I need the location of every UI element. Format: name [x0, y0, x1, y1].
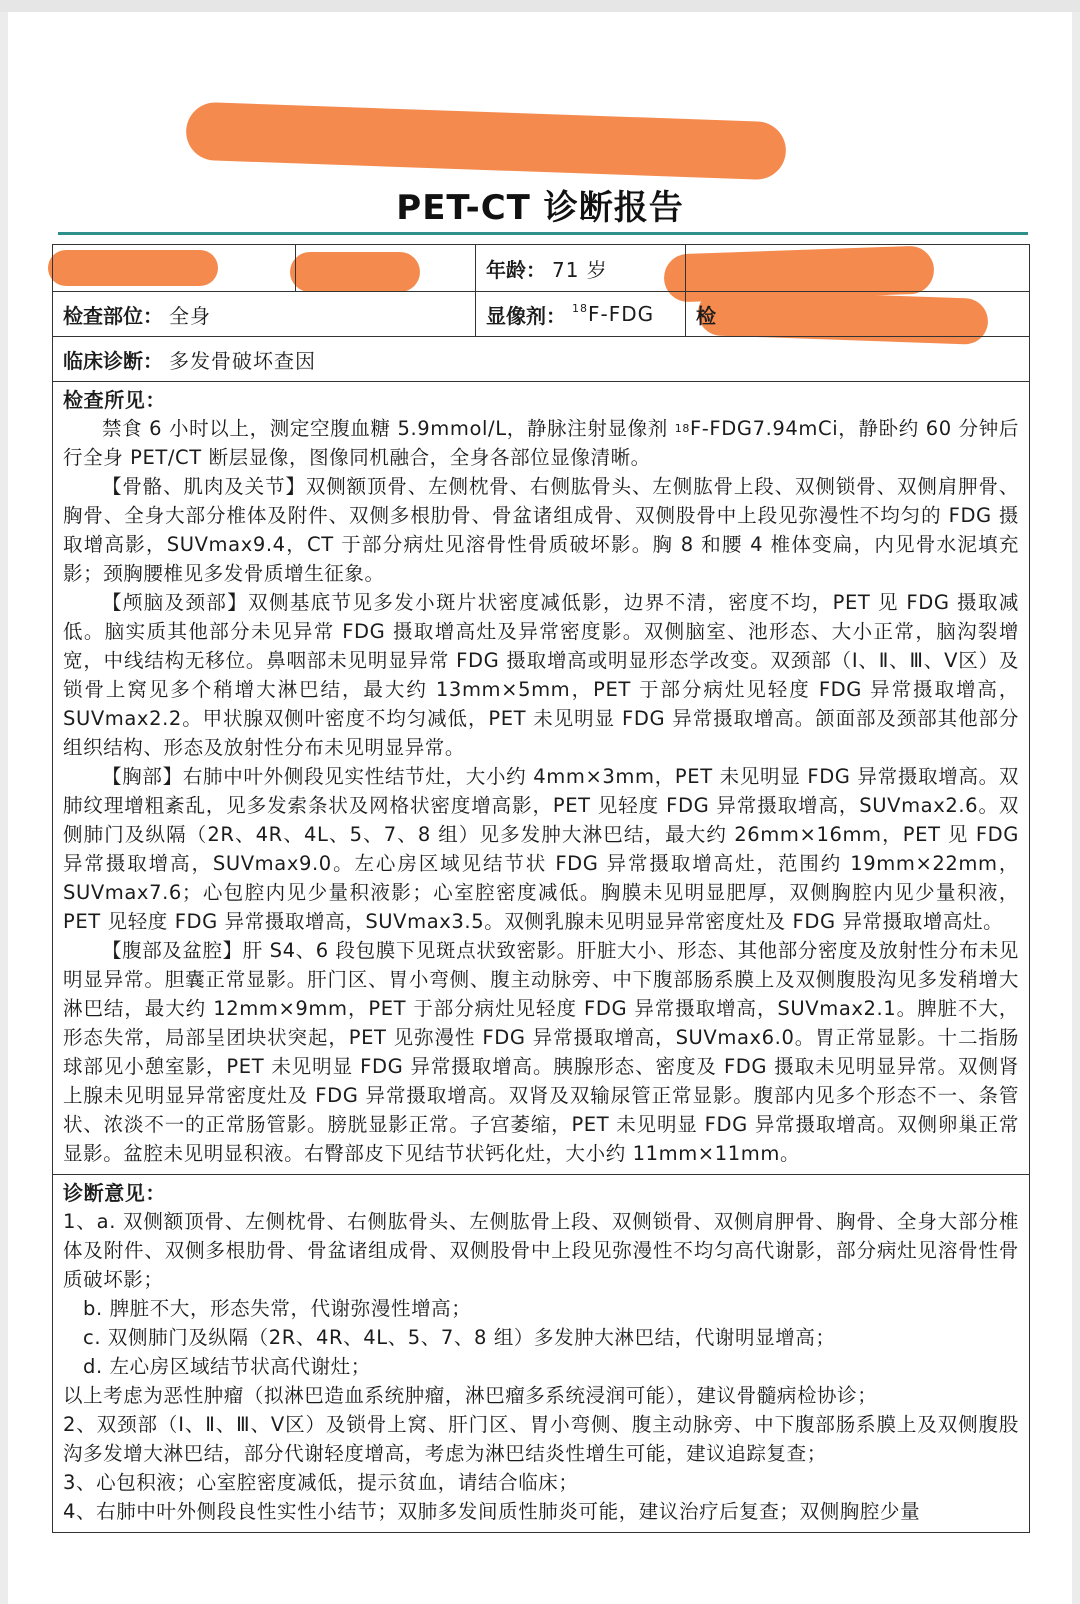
findings-intro — [63, 414, 1019, 472]
report-table — [52, 244, 1030, 1533]
opinion-item-1d: d. 左心房区域结节状高代谢灶； — [83, 1355, 371, 1378]
id-cell — [686, 245, 1029, 291]
patient-info-row — [53, 245, 1029, 292]
intro-isotope-sup: 18 — [674, 422, 690, 435]
findings-bone: 【骨骼、肌肉及关节】双侧额顶骨、左侧枕骨、右侧肱骨头、左侧肱骨上段、双侧锁骨、双侧肩胛骨、胸骨、全身大部分椎体及附件、双侧多根肋骨、骨盆诸组成骨、双侧股骨中上段见弥漫性不均匀的 FDG 摄取增高影，SUVmax9.4，CT 于部分病灶见溶骨性骨质破坏影。胸 8 和腰 4 椎体变扁，内见骨水泥填充影；颈胸腰椎见多发骨质增生征象。 — [63, 475, 1019, 585]
opinion-item-2: 2、双颈部（Ⅰ、Ⅱ、Ⅲ、Ⅴ区）及锁骨上窝、肝门区、胃小弯侧、腹主动脉旁、中下腹部肠系膜上及双侧腹股沟多发增大淋巴结，部分代谢轻度增高，考虑为淋巴结炎性增生可能，建议追踪复查； — [63, 1413, 1019, 1465]
findings-head-neck: 【颅脑及颈部】双侧基底节见多发小斑片状密度减低影，边界不清，密度不均，PET 见 FDG 摄取减低。脑实质其他部分未见异常 FDG 摄取增高灶及异常密度影。双侧脑室、池形态、大小正常，脑沟裂增宽，中线结构无移位。鼻咽部未见明显异常 FDG 摄取增高或明显形态学改变。双颈部（Ⅰ、Ⅱ、Ⅲ、Ⅴ区）及锁骨上窝见多个稍增大淋巴结，最大约 13mm×5mm，PET 于部分病灶见轻度 FDG 异常摄取增高，SUVmax2.2。甲状腺双侧叶密度不均匀减低，PET 未见明显 FDG 异常摄取增高。颌面部及颈部其他部分组织结构、形态及放射性分布未见明显异常。 — [63, 591, 1019, 759]
exam-no-label: 检 — [696, 303, 716, 328]
exam-no-cell — [686, 292, 1029, 336]
clinical-row — [53, 337, 1029, 382]
redaction-mark-header — [185, 102, 787, 181]
tracer-label: 显像剂： — [486, 303, 566, 328]
findings-chest: 【胸部】右肺中叶外侧段见实性结节灶，大小约 4mm×3mm，PET 未见明显 FDG 异常摄取增高。双肺纹理增粗紊乱，见多发索条状及网格状密度增高影，PET 见轻度 FDG 异常摄取增高，SUVmax2.6。双侧肺门及纵隔（2R、4R、4L、5、7、8 组）见多发肿大淋巴结，最大约 26mm×16mm，PET 见 FDG 异常摄取增高，SUVmax9.0。左心房区域见结节状 FDG 异常摄取增高灶，范围约 19mm×22mm，SUVmax7.6；心包腔内见少量积液影；心室腔密度减低。胸膜未见明显肥厚，双侧胸腔内见少量积液，PET 见轻度 FDG 异常摄取增高，SUVmax3.5。双侧乳腺未见明显异常密度灶及 FDG 异常摄取增高灶。 — [63, 765, 1019, 933]
exam-site-value: 全身 — [169, 303, 211, 328]
age-label: 年龄： — [486, 257, 546, 282]
age-value: 71 岁 — [552, 257, 608, 282]
top-bar — [0, 0, 1080, 12]
page-title: PET-CT 诊断报告 — [396, 188, 684, 228]
title-divider — [58, 232, 1028, 235]
opinion-item-1-conclusion: 以上考虑为恶性肿瘤（拟淋巴造血系统肿瘤，淋巴瘤多系统浸润可能），建议骨髓病检协诊； — [63, 1384, 878, 1407]
opinion-item-4: 4、右肺中叶外侧段良性实性小结节；双肺多发间质性肺炎可能，建议治疗后复查；双侧胸腔少量 — [63, 1500, 921, 1523]
exam-info-row — [53, 292, 1029, 337]
findings-abdomen: 【腹部及盆腔】肝 S4、6 段包膜下见斑点状致密影。肝脏大小、形态、其他部分密度及放射性分布未见明显异常。胆囊正常显影。肝门区、胃小弯侧、腹主动脉旁、中下腹部肠系膜上及双侧腹股沟见多发稍增大淋巴结，最大约 12mm×9mm，PET 于部分病灶见轻度 FDG 异常摄取增高，SUVmax2.1。脾脏不大，形态失常，局部呈团块状突起，PET 见弥漫性 FDG 异常摄取增高，SUVmax6.0。胃正常显影。十二指肠球部见小憩室影，PET 未见明显 FDG 异常摄取增高。胰腺形态、密度及 FDG 摄取未见明显异常。双侧肾上腺未见明显异常密度灶及 FDG 异常摄取增高。双肾及双输尿管正常显影。腹部内见多个形态不一、条管状、浓淡不一的正常肠管影。膀胱显影正常。子宫萎缩，PET 未见明显 FDG 异常摄取增高。双侧卵巢正常显影。盆腔未见明显积液。右臀部皮下见结节状钙化灶，大小约 11mm×11mm。 — [63, 939, 1019, 1165]
tracer-isotope-sup: 18 — [572, 302, 588, 315]
opinion-section — [53, 1175, 1029, 1532]
opinion-item-1a: 1、a. 双侧额顶骨、左侧枕骨、右侧肱骨头、左侧肱骨上段、双侧锁骨、双侧肩胛骨、胸骨、全身大部分椎体及附件、双侧多根肋骨、骨盆诸组成骨、双侧股骨中上段见弥漫性不均匀高代谢影，部分病灶见溶骨性骨质破坏影； — [63, 1210, 1019, 1291]
tracer-name: F-FDG — [588, 302, 655, 326]
intro-text-b: F-FDG7.94mCi，静卧约 60 分钟后行全身 PET/CT 断层显像，图像同机融合，全身各部位显像清晰。 — [63, 417, 1019, 469]
intro-text-a: 禁食 6 小时以上，测定空腹血糖 5.9mmol/L，静脉注射显像剂 — [102, 417, 675, 440]
clinical-cell — [53, 337, 1029, 381]
opinion-item-1b: b. 脾脏不大，形态失常，代谢弥漫性增高； — [83, 1297, 472, 1320]
opinion-heading: 诊断意见： — [63, 1181, 166, 1205]
opinion-item-3: 3、心包积液；心室腔密度减低，提示贫血，请结合临床； — [63, 1471, 579, 1494]
findings-heading: 检查所见： — [63, 388, 166, 412]
exam-site-label: 检查部位： — [63, 303, 163, 328]
tracer-cell — [476, 292, 686, 336]
name-cell — [53, 245, 296, 291]
age-cell — [476, 245, 686, 291]
report-page — [8, 12, 1072, 1604]
opinion-row — [53, 1175, 1029, 1532]
gender-cell — [296, 245, 476, 291]
findings-section — [53, 382, 1029, 1174]
exam-site-cell — [53, 292, 476, 336]
findings-row — [53, 382, 1029, 1175]
clinical-value: 多发骨破坏查因 — [169, 348, 316, 373]
tracer-value — [572, 302, 654, 326]
clinical-label: 临床诊断： — [63, 348, 163, 373]
opinion-item-1c: c. 双侧肺门及纵隔（2R、4R、4L、5、7、8 组）多发肿大淋巴结，代谢明显增高； — [83, 1326, 836, 1349]
